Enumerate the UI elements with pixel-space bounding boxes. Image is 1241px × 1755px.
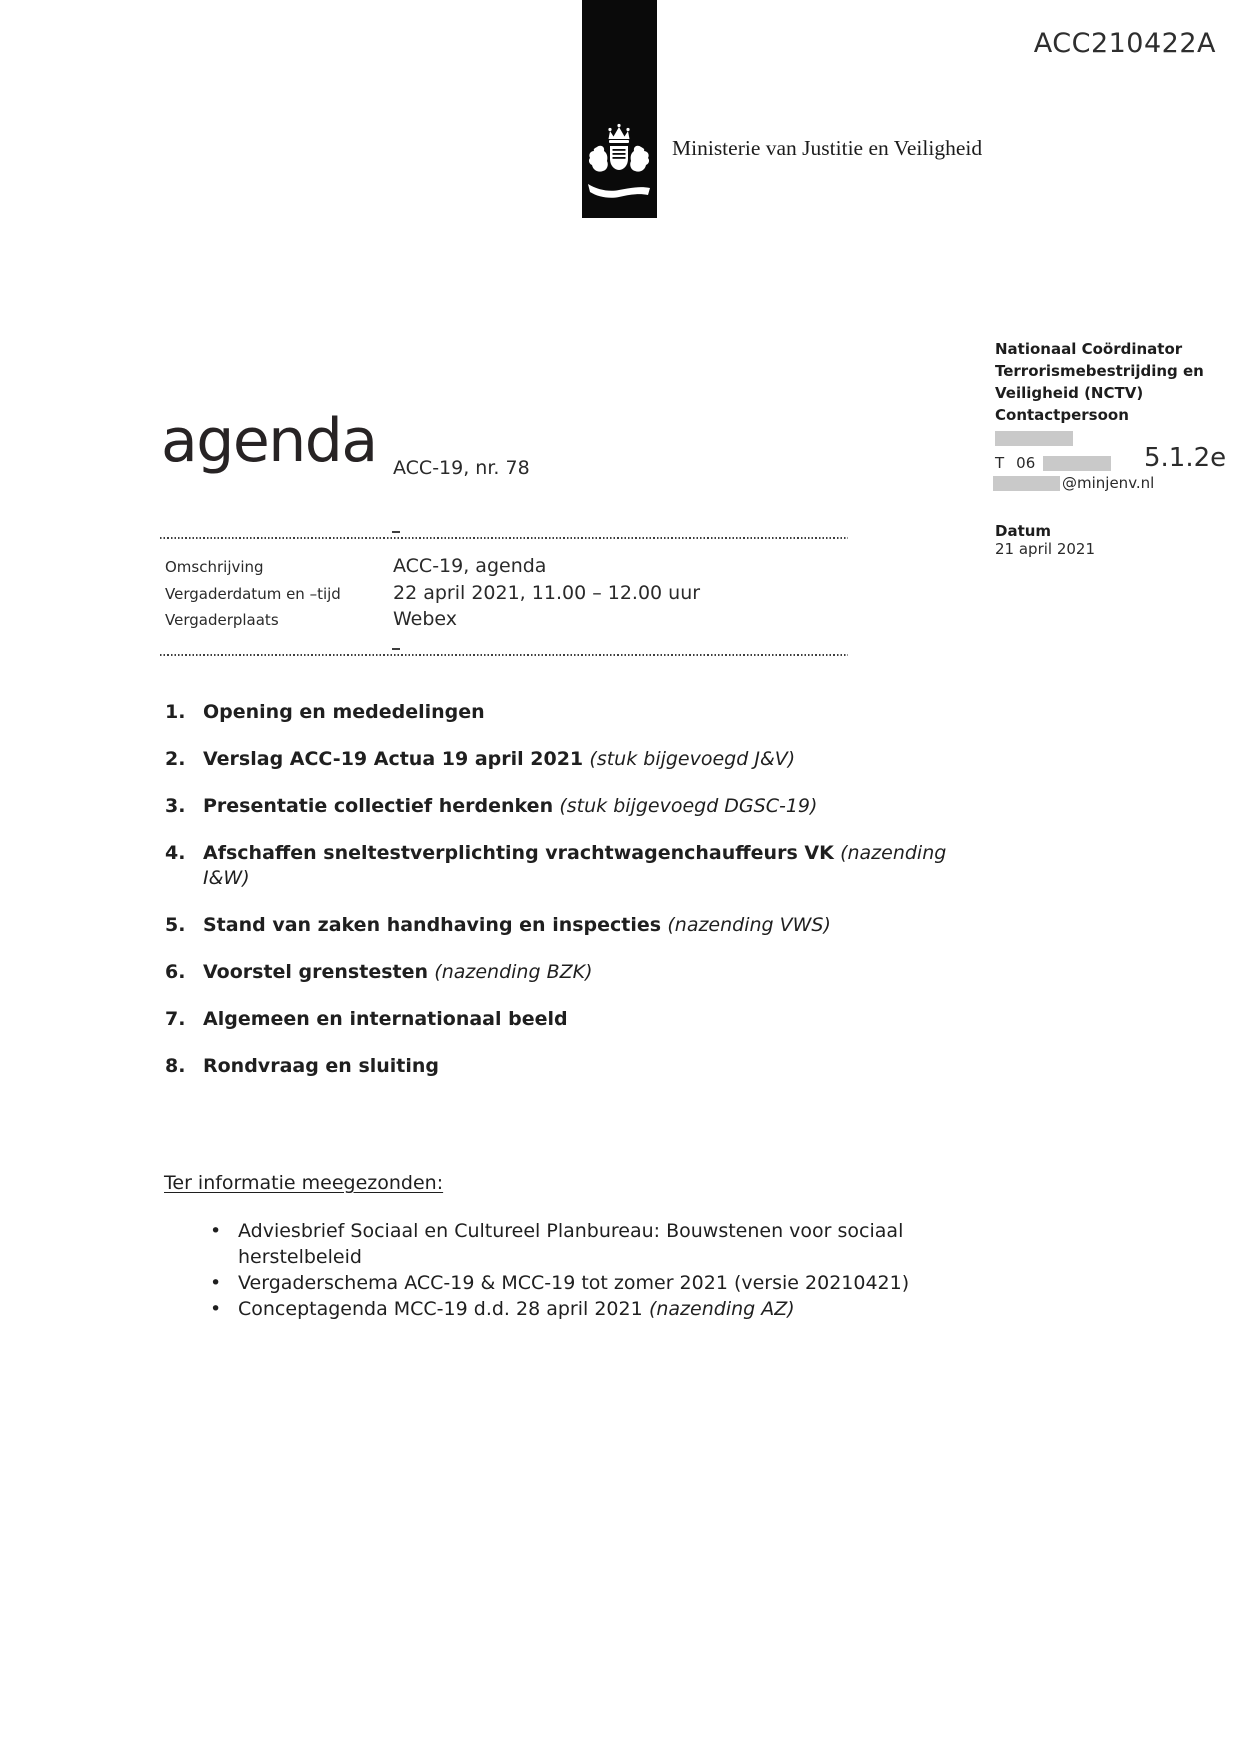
rijksoverheid-coat-of-arms-icon xyxy=(584,122,654,206)
info-section-heading: Ter informatie meegezonden: xyxy=(164,1172,444,1194)
email-row xyxy=(993,474,1154,492)
item-title: Afschaffen sneltestverplichting vrachtwagenchauffeurs VK xyxy=(203,842,834,864)
phone-number-start: 06 xyxy=(1016,454,1036,472)
org-name-block xyxy=(995,338,1231,404)
item-number: 2. xyxy=(165,748,186,770)
bullet-text: Adviesbrief Sociaal en Cultureel Planbureau: Bouwstenen voor sociaal herstelbeleid xyxy=(238,1220,904,1268)
item-number: 7. xyxy=(165,1008,186,1030)
item-annotation: (stuk bijgevoegd J&V) xyxy=(589,748,796,770)
item-title: Rondvraag en sluiting xyxy=(203,1055,440,1077)
bullet-text: Conceptagenda MCC-19 d.d. 28 april 2021 xyxy=(238,1298,643,1320)
agenda-item xyxy=(165,747,965,772)
agenda-item xyxy=(165,1007,965,1032)
item-number: 3. xyxy=(165,795,186,817)
redaction-ground-code: 5.1.2e xyxy=(1144,443,1227,473)
document-reference: ACC210422A xyxy=(1033,28,1216,59)
meta-label: Vergaderdatum en –tijd xyxy=(165,584,341,603)
org-line: Terrorismebestrijding en xyxy=(995,362,1204,380)
bullet-marker xyxy=(210,1218,238,1270)
redacted-contact-name xyxy=(995,431,1073,446)
info-bullet-list xyxy=(210,1218,955,1322)
item-annotation: (nazending I&W) xyxy=(203,842,947,889)
item-title: Opening en mededelingen xyxy=(203,701,485,723)
meta-label: Vergaderplaats xyxy=(165,611,279,630)
phone-prefix-label: T xyxy=(995,454,1005,472)
agenda-item xyxy=(165,960,965,985)
org-line: Veiligheid (NCTV) xyxy=(995,384,1144,402)
meta-label: Omschrijving xyxy=(165,558,264,576)
item-number: 1. xyxy=(165,701,186,723)
meta-row xyxy=(165,554,865,581)
dash-artifact xyxy=(392,531,400,533)
email-domain: @minjenv.nl xyxy=(1062,474,1155,492)
agenda-item-list xyxy=(165,700,965,1101)
agenda-item xyxy=(165,700,965,725)
bullet-annotation: (nazending AZ) xyxy=(648,1298,795,1320)
item-annotation: (stuk bijgevoegd DGSC-19) xyxy=(559,795,818,817)
meeting-reference: ACC-19, nr. 78 xyxy=(393,457,530,479)
contact-label: Contactpersoon xyxy=(995,406,1129,424)
meta-row xyxy=(165,607,865,634)
phone-row xyxy=(995,454,1111,472)
bullet-text: Vergaderschema ACC-19 & MCC-19 tot zomer 2021 (versie 20210421) xyxy=(238,1272,910,1294)
document-type-title: agenda xyxy=(161,406,377,476)
dotted-rule-bottom xyxy=(160,654,848,656)
date-value: 21 april 2021 xyxy=(995,540,1096,558)
meta-row xyxy=(165,581,865,608)
agenda-item xyxy=(165,841,965,891)
meta-value: 22 april 2021, 11.00 – 12.00 uur xyxy=(393,581,701,604)
org-line: Nationaal Coördinator xyxy=(995,340,1183,358)
date-label: Datum xyxy=(995,522,1052,540)
meta-value: ACC-19, agenda xyxy=(393,555,547,577)
bullet-marker xyxy=(210,1296,238,1322)
item-annotation: (nazending BZK) xyxy=(434,961,593,983)
ministry-name: Ministerie van Justitie en Veiligheid xyxy=(672,136,983,160)
redacted-phone-number xyxy=(1043,456,1111,471)
item-number: 4. xyxy=(165,842,186,864)
bullet-marker xyxy=(210,1270,238,1296)
agenda-item xyxy=(165,913,965,938)
item-number: 6. xyxy=(165,961,186,983)
redacted-email-name xyxy=(993,476,1060,491)
meta-value: Webex xyxy=(393,608,458,631)
agenda-item xyxy=(165,794,965,819)
item-title: Algemeen en internationaal beeld xyxy=(203,1008,568,1030)
item-title: Presentatie collectief herdenken xyxy=(203,795,554,817)
item-number: 8. xyxy=(165,1055,186,1077)
dash-artifact xyxy=(392,648,400,650)
meeting-meta-table xyxy=(165,554,865,634)
item-title: Voorstel grenstesten xyxy=(203,961,429,983)
dotted-rule-top xyxy=(160,537,848,539)
bullet-item xyxy=(210,1270,955,1296)
bullet-item xyxy=(210,1296,955,1322)
agenda-item xyxy=(165,1054,965,1079)
bullet-item xyxy=(210,1218,955,1270)
item-title: Verslag ACC-19 Actua 19 april 2021 xyxy=(203,748,584,770)
item-number: 5. xyxy=(165,914,186,936)
item-annotation: (nazending VWS) xyxy=(667,914,831,936)
item-title: Stand van zaken handhaving en inspecties xyxy=(203,914,662,936)
